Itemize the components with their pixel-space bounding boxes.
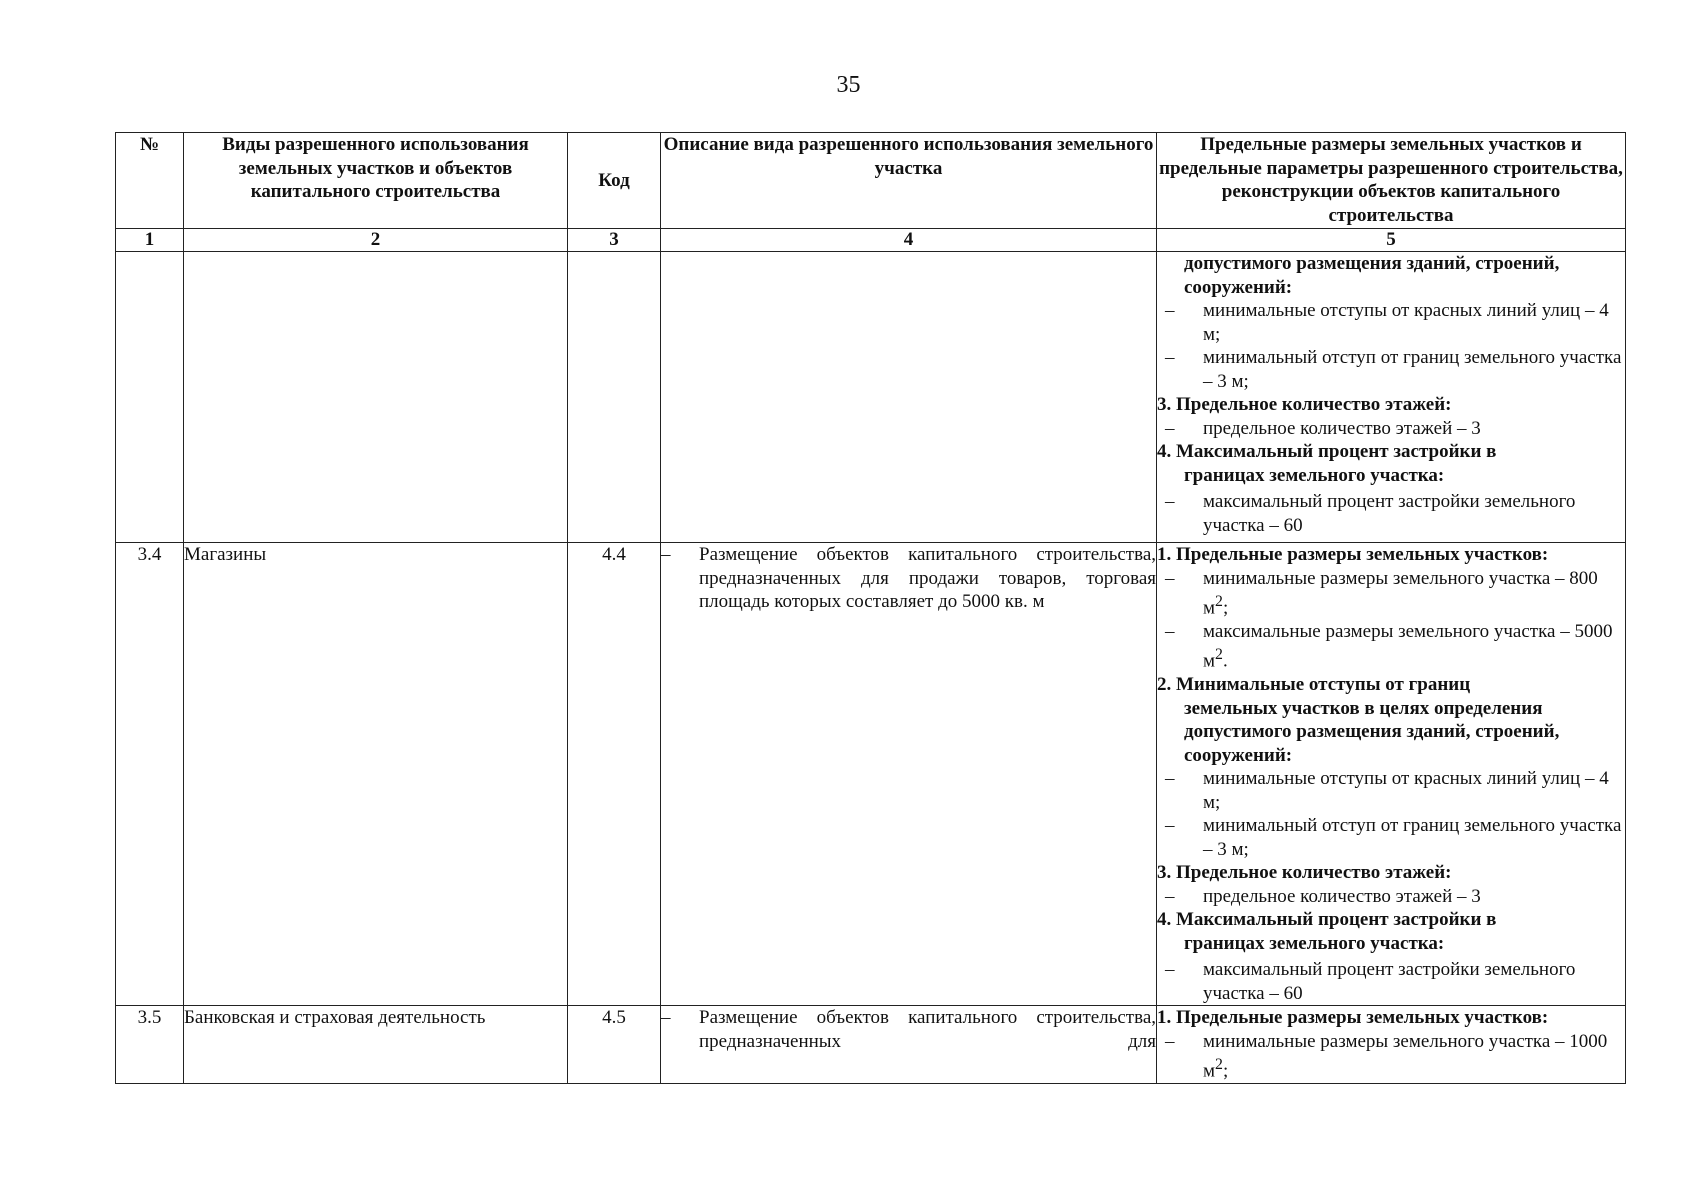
column-number: 2 xyxy=(184,229,568,252)
list-item xyxy=(1157,567,1625,620)
param-heading: 3. Предельное количество этажей: xyxy=(1157,394,1452,415)
param-heading: 4. Максимальный процент застройки в xyxy=(1157,441,1497,462)
dash-bullet: – xyxy=(661,1007,671,1029)
param-heading: земельных участков в целях определения xyxy=(1184,697,1543,719)
param-item-text: минимальные размеры земельного участка – 1000 м xyxy=(1203,1030,1608,1082)
param-heading: 1. Предельные размеры земельных участков: xyxy=(1157,1007,1549,1029)
param-heading: допустимого размещения зданий, строений, xyxy=(1184,721,1560,743)
superscript: 2 xyxy=(1215,1056,1223,1074)
dash-bullet: – xyxy=(1165,959,1175,981)
cell-number: 3.4 xyxy=(116,543,184,1006)
param-item-text: минимальный отступ от границ земельного участка – 3 м; xyxy=(1203,347,1622,392)
cell-parameters xyxy=(1157,1006,1626,1084)
cell-description xyxy=(661,252,1157,543)
cell-use-type xyxy=(184,252,568,543)
param-heading: сооружений: xyxy=(1184,276,1293,298)
cell-code: 4.4 xyxy=(568,543,661,1006)
param-item-tail: ; xyxy=(1222,597,1229,619)
list-item xyxy=(1157,1030,1625,1083)
param-item-text: предельное количество этажей – 3 xyxy=(1203,885,1481,907)
param-heading: 1. Предельные размеры земельных участков: xyxy=(1157,544,1549,565)
dash-bullet: – xyxy=(1165,300,1175,321)
dash-bullet: – xyxy=(661,544,671,565)
cell-parameters xyxy=(1157,543,1626,1006)
list-item xyxy=(1157,767,1625,814)
table-row-continuation xyxy=(116,252,1626,543)
param-heading: 2. Минимальные отступы от границ xyxy=(1157,674,1471,696)
param-item-text: минимальные отступы от красных линий улиц – 4 м; xyxy=(1203,300,1609,345)
list-item xyxy=(1157,620,1625,673)
list-item xyxy=(1157,814,1625,861)
description-text: Размещение объектов капитального строительства, предназначенных для xyxy=(699,1007,1156,1052)
param-item-text: минимальный отступ от границ земельного участка – 3 м; xyxy=(1203,815,1622,860)
column-number: 3 xyxy=(568,229,661,252)
column-number: 1 xyxy=(116,229,184,252)
dash-bullet: – xyxy=(1165,347,1175,368)
zoning-table xyxy=(115,132,1626,1084)
column-number-row xyxy=(116,229,1626,252)
param-item-text: максимальные размеры земельного участка – 5000 м xyxy=(1203,620,1613,672)
param-item-text: максимальный процент застройки земельного участка – 60 xyxy=(1203,491,1576,536)
param-heading: 4. Максимальный процент застройки в xyxy=(1157,909,1497,931)
list-item xyxy=(1157,490,1625,537)
column-number: 4 xyxy=(661,229,1157,252)
cell-code xyxy=(568,252,661,543)
param-item-text: максимальный процент застройки земельного участка – 60 xyxy=(1203,959,1576,1004)
cell-description xyxy=(661,1006,1157,1084)
superscript: 2 xyxy=(1215,646,1223,664)
column-number: 5 xyxy=(1157,229,1626,252)
list-item xyxy=(1157,346,1625,393)
list-item xyxy=(1157,417,1625,441)
table-row xyxy=(116,543,1626,1006)
param-heading: 3. Предельное количество этажей: xyxy=(1157,862,1452,884)
dash-bullet: – xyxy=(1165,567,1175,589)
param-item-text: минимальные размеры земельного участка – 800 м xyxy=(1203,567,1598,619)
cell-parameters xyxy=(1157,252,1626,543)
dash-bullet: – xyxy=(1165,768,1175,790)
param-item-text: минимальные отступы от красных линий улиц – 4 м; xyxy=(1203,768,1609,813)
dash-bullet: – xyxy=(1165,885,1175,907)
header-code: Код xyxy=(568,133,661,229)
header-parameters: Предельные размеры земельных участков и предельные параметры разрешенного строительства, реконструкции объектов капитального строительства xyxy=(1157,133,1626,229)
cell-code: 4.5 xyxy=(568,1006,661,1084)
dash-bullet: – xyxy=(1165,620,1175,642)
table-header-row xyxy=(116,133,1626,229)
dash-bullet: – xyxy=(1165,815,1175,837)
param-item-tail: . xyxy=(1222,650,1228,672)
header-use-type: Виды разрешенного использования земельных участков и объектов капитального строительства xyxy=(184,133,568,229)
list-item xyxy=(1157,885,1625,909)
list-item xyxy=(1157,299,1625,346)
param-heading: границах земельного участка: xyxy=(1184,464,1445,486)
description-text: Размещение объектов капитального строительства, предназначенных для продажи товаров, торговая площадь которых составляет до 5000 кв. м xyxy=(699,544,1156,612)
dash-bullet: – xyxy=(1165,417,1175,439)
list-item xyxy=(1157,958,1625,1005)
param-heading: сооружений: xyxy=(1184,744,1293,766)
superscript: 2 xyxy=(1215,593,1223,610)
cell-number xyxy=(116,252,184,543)
table-row xyxy=(116,1006,1626,1084)
param-heading: границах земельного участка: xyxy=(1184,932,1445,954)
dash-bullet: – xyxy=(1165,491,1175,512)
cell-use-type: Банковская и страховая деятельность xyxy=(184,1006,568,1084)
param-heading: допустимого размещения зданий, строений, xyxy=(1184,253,1560,274)
header-description: Описание вида разрешенного использования земельного участка xyxy=(661,133,1157,229)
cell-description xyxy=(661,543,1157,1006)
dash-bullet: – xyxy=(1165,1030,1175,1052)
param-item-tail: ; xyxy=(1222,1060,1229,1082)
header-number: № xyxy=(116,133,184,229)
page-number: 35 xyxy=(836,72,861,98)
cell-number: 3.5 xyxy=(116,1006,184,1084)
param-item-text: предельное количество этажей – 3 xyxy=(1203,417,1481,439)
cell-use-type: Магазины xyxy=(184,543,568,1006)
